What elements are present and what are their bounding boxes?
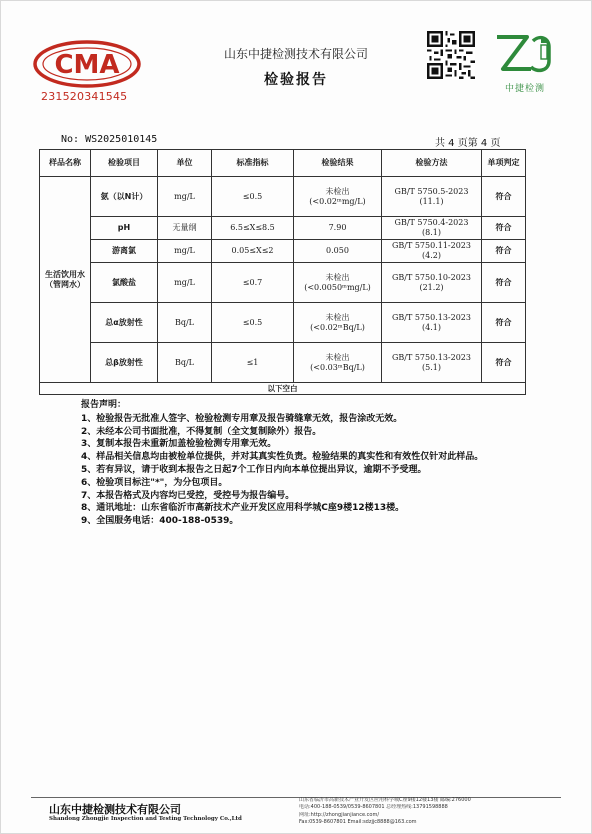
- method-ref: (4.1): [422, 322, 441, 332]
- company-title: 山东中捷检测技术有限公司: [223, 47, 368, 61]
- judgement: 符合: [482, 217, 526, 240]
- method-standard: GB/T 5750.10-2023: [392, 272, 471, 282]
- footer-contact-info: [299, 797, 569, 827]
- standard: ≤1: [212, 343, 294, 383]
- method-ref: (5.1): [422, 362, 441, 372]
- cma-number: 231520341545: [41, 90, 128, 103]
- result-value: 未检出: [325, 272, 350, 282]
- table-row: [40, 343, 526, 383]
- statement-item: 4、样品相关信息均由被检单位提供，并对其真实性负责。检验结果的真实性和有效性仅针对此样品。: [81, 452, 484, 463]
- header-unit: 单位: [158, 150, 212, 177]
- result-value: 0.050: [326, 246, 349, 255]
- result: [294, 240, 382, 263]
- standard: 6.5≤X≤8.5: [212, 217, 294, 240]
- method: [382, 343, 482, 383]
- statement-item: 7、本报告格式及内容均已受控，受控号为报告编号。: [81, 490, 295, 501]
- judgement: 符合: [482, 303, 526, 343]
- header-sample-name: 样品名称: [40, 150, 91, 177]
- method-ref: (21.2): [419, 282, 444, 292]
- standard: ≤0.5: [212, 303, 294, 343]
- footer-website: 网址:http://zhongjianjiance.com/: [299, 811, 379, 818]
- brand-name: 中捷检测: [504, 84, 545, 94]
- footer-address: 山东省临沂市高新技术产业开发区应用科学城C座9楼12楼13楼 邮编:276000: [299, 797, 471, 803]
- unit: Bq/L: [158, 343, 212, 383]
- result: [294, 217, 382, 240]
- standard: 0.05≤X≤2: [212, 240, 294, 263]
- statement-item: 1、检验报告无批准人签字、检验检测专用章及报告骑缝章无效，报告涂改无效。: [81, 413, 403, 424]
- result-note: (<0.0050ᵐmg/L): [304, 282, 371, 292]
- sample-name: 生活饮用水（管网水）: [40, 177, 91, 383]
- unit: mg/L: [158, 177, 212, 217]
- result-note: (<0.02ᵐBq/L): [310, 322, 365, 332]
- header-method: 检验方法: [382, 150, 482, 177]
- result-note: (<0.02ᵐmg/L): [309, 196, 366, 206]
- statement-item: 5、若有异议，请于收到本报告之日起7个工作日内向本单位提出异议，逾期不予受理。: [81, 464, 427, 475]
- report-number: No: WS2025010145: [61, 134, 158, 145]
- test-item: 总β放射性: [91, 343, 158, 383]
- table-header-row: [40, 150, 526, 177]
- footer-company: 山东中捷检测技术有限公司: [49, 803, 181, 816]
- test-item: 游离氯: [91, 240, 158, 263]
- zhongjie-logo-icon: [491, 31, 557, 75]
- standard: ≤0.5: [212, 177, 294, 217]
- result: [294, 263, 382, 303]
- method: [382, 240, 482, 263]
- result-note: (<0.03ᵐBq/L): [310, 362, 365, 372]
- report-statement: [81, 399, 541, 528]
- table-row: [40, 263, 526, 303]
- result-value: 未检出: [325, 352, 350, 362]
- method-ref: (11.1): [419, 196, 444, 206]
- method-standard: GB/T 5750.4-2023: [394, 218, 469, 227]
- result-value: 未检出: [325, 312, 350, 322]
- table-row: [40, 217, 526, 240]
- method-standard: GB/T 5750.5-2023: [394, 186, 469, 196]
- unit: mg/L: [158, 240, 212, 263]
- footer-phone: 电话:400-188-0539/0539-8607801 总经理热线:13791598888: [299, 804, 448, 811]
- test-item: 总α放射性: [91, 303, 158, 343]
- header-test-item: 检验项目: [91, 150, 158, 177]
- table-row: [40, 177, 526, 217]
- header-result: 检验结果: [294, 150, 382, 177]
- test-item: 氨（以N计）: [91, 177, 158, 217]
- statement-item: 2、未经本公司书面批准，不得复制（全文复制除外）报告。: [81, 426, 322, 437]
- method: [382, 177, 482, 217]
- qr-code-icon: [427, 31, 475, 79]
- table-row: [40, 303, 526, 343]
- test-item: 氯酸盐: [91, 263, 158, 303]
- header-standard: 标准指标: [212, 150, 294, 177]
- results-table: [39, 149, 526, 395]
- result-value: 7.90: [328, 223, 347, 232]
- unit: Bq/L: [158, 303, 212, 343]
- unit: mg/L: [158, 263, 212, 303]
- report-title: 检验报告: [264, 72, 328, 88]
- header-judgement: 单项判定: [482, 150, 526, 177]
- judgement: 符合: [482, 263, 526, 303]
- blank-below-note: 以下空白: [40, 383, 526, 395]
- method-standard: GB/T 5750.11-2023: [392, 241, 471, 250]
- method: [382, 263, 482, 303]
- statement-item: 8、通讯地址：山东省临沂市高新技术产业开发区应用科学城C座9楼12楼13楼。: [81, 503, 405, 514]
- method: [382, 303, 482, 343]
- method: [382, 217, 482, 240]
- judgement: 符合: [482, 240, 526, 263]
- result: [294, 303, 382, 343]
- footer-company-en: Shandong Zhongjie Inspection and Testing Technology Co.,Ltd: [49, 816, 242, 822]
- blank-below-row: [40, 383, 526, 395]
- footer-fax-email: Fax:0539-8607801 Email:sdzjjc8888@163.com: [299, 819, 417, 826]
- statement-item: 6、检验项目标注"*"，为分包项目。: [81, 477, 228, 488]
- method-standard: GB/T 5750.13-2023: [392, 312, 471, 322]
- unit: 无量纲: [158, 217, 212, 240]
- method-ref: (8.1): [422, 228, 441, 237]
- method-ref: (4.2): [422, 251, 441, 260]
- judgement: 符合: [482, 177, 526, 217]
- statement-item: 3、复制本报告未重新加盖检验检测专用章无效。: [81, 439, 277, 450]
- svg-text:CMA: CMA: [54, 50, 120, 80]
- result: [294, 343, 382, 383]
- result-value: 未检出: [325, 186, 350, 196]
- standard: ≤0.7: [212, 263, 294, 303]
- statement-heading: 报告声明：: [81, 400, 127, 410]
- cma-logo-icon: [31, 39, 143, 89]
- page-count: 共 4 页第 4 页: [435, 138, 501, 149]
- test-item: pH: [91, 217, 158, 240]
- judgement: 符合: [482, 343, 526, 383]
- result: [294, 177, 382, 217]
- table-row: [40, 240, 526, 263]
- method-standard: GB/T 5750.13-2023: [392, 352, 471, 362]
- statement-item: 9、全国服务电话：400-188-0539。: [81, 516, 239, 527]
